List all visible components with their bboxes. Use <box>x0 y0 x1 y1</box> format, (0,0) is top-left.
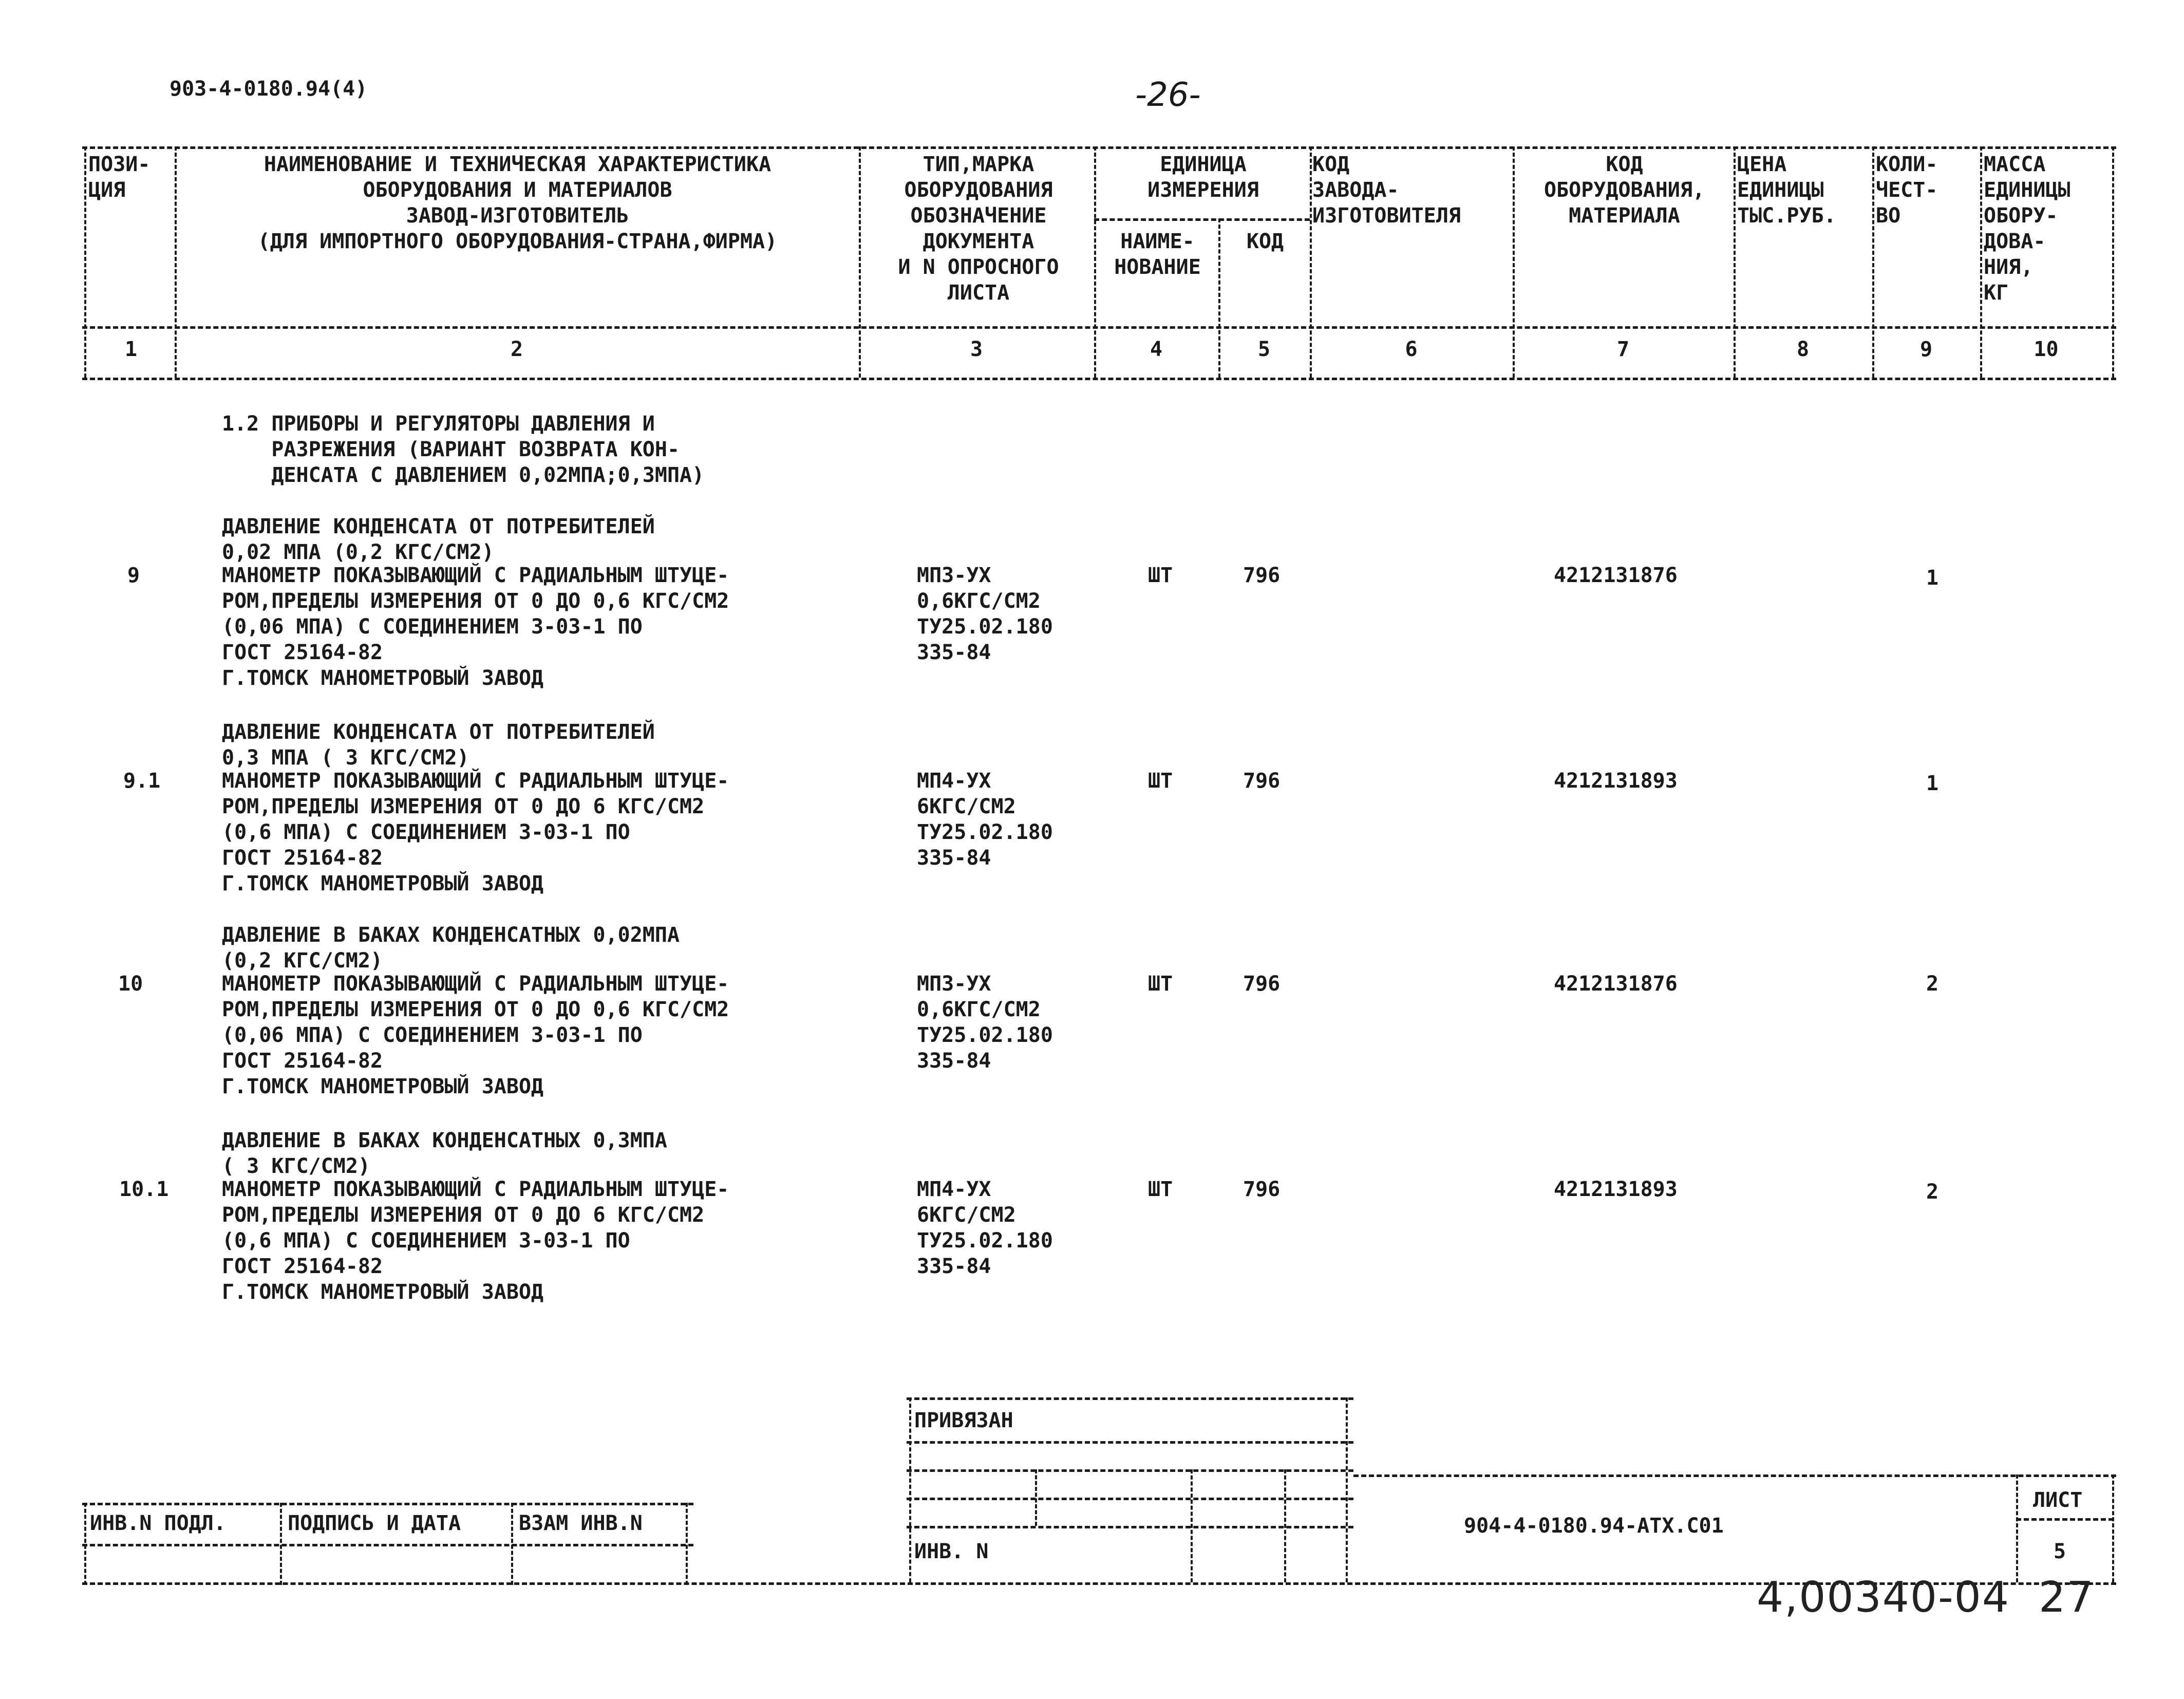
doc-code-top: 903-4-0180.94(4) <box>170 77 368 101</box>
entry-position: 10.1 <box>119 1178 169 1201</box>
stamp-divider <box>1035 1469 1037 1526</box>
privyazan-label: ПРИВЯЗАН <box>914 1409 1013 1432</box>
table-top-border <box>82 146 2116 149</box>
entry-description: МАНОМЕТР ПОКАЗЫВАЮЩИЙ С РАДИАЛЬНЫМ ШТУЦЕ- РОМ,ПРЕДЕЛЫ ИЗМЕРЕНИЯ ОТ 0 ДО 6 КГС/СМ2 (0,6 МПА) С СОЕДИНЕНИЕМ 3-03-1 ПО ГОСТ 25164-82 Г.ТОМСК МАНОМЕТРОВЫЙ ЗАВОД <box>222 769 729 895</box>
stamp-divider <box>1191 1469 1193 1582</box>
stamp-line-3 <box>907 1498 1353 1500</box>
column-number: 7 <box>1616 338 1630 361</box>
sheet-number: 5 <box>2054 1540 2066 1563</box>
entry-position: 10 <box>118 972 143 996</box>
entry-type: МП4-УХ 6КГС/СМ2 ТУ25.02.180 335-84 <box>917 769 1053 870</box>
entry-type: МП3-УХ 0,6КГС/СМ2 ТУ25.02.180 335-84 <box>917 972 1053 1073</box>
entry-unit-code: 796 <box>1243 769 1281 793</box>
handwritten-archive-number: 4,00340-04 27 <box>1757 1573 2095 1622</box>
entry-material-code: 4212131876 <box>1554 972 1678 996</box>
entry-quantity: 2 <box>1926 1180 1939 1204</box>
stamp-inv-n: ИНВ. N <box>914 1540 989 1563</box>
column-number: 2 <box>510 338 523 361</box>
inventory-divider <box>511 1503 513 1585</box>
stamp-line-1 <box>907 1441 1353 1444</box>
column-number: 10 <box>2034 338 2059 361</box>
column-number: 4 <box>1150 338 1163 361</box>
header-col-mass: МАССА ЕДИНИЦЫ ОБОРУ- ДОВА- НИЯ, КГ <box>1984 153 2070 305</box>
header-col-type: ТИП,МАРКА ОБОРУДОВАНИЯ ОБОЗНАЧЕНИЕ ДОКУМЕНТА И N ОПРОСНОГО ЛИСТА <box>898 153 1059 305</box>
inventory-divider <box>84 1503 86 1585</box>
entry-position: 9.1 <box>123 769 161 793</box>
entry-quantity: 1 <box>1926 566 1939 590</box>
column-number: 1 <box>124 338 138 361</box>
entry-caption: ДАВЛЕНИЕ В БАКАХ КОНДЕНСАТНЫХ 0,3МПА ( 3 КГС/СМ2) <box>222 1129 667 1178</box>
header-col-price: ЦЕНА ЕДИНИЦЫ ТЫС.РУБ. <box>1737 153 1836 228</box>
title-block-top <box>1353 1474 2116 1477</box>
col-divider-left <box>84 146 86 378</box>
inv-podl-label: ИНВ.N ПОДЛ. <box>90 1511 226 1535</box>
entry-unit-code: 796 <box>1243 1178 1281 1201</box>
sheet-mid-line <box>2016 1518 2114 1521</box>
entry-position: 9 <box>127 564 140 587</box>
entry-unit: ШТ <box>1148 769 1173 793</box>
stamp-divider <box>909 1397 911 1582</box>
entry-material-code: 4212131893 <box>1554 1178 1678 1201</box>
header-col-position: ПОЗИ- ЦИЯ <box>88 153 150 202</box>
inventory-divider <box>686 1503 688 1585</box>
header-col-unit-code: КОД <box>1246 230 1284 253</box>
column-number: 5 <box>1257 338 1271 361</box>
entry-material-code: 4212131893 <box>1554 769 1678 793</box>
stamp-line-2 <box>907 1469 1353 1472</box>
column-number: 3 <box>970 338 983 361</box>
vzam-label: ВЗАМ ИНВ.N <box>519 1511 643 1535</box>
entry-type: МП4-УХ 6КГС/СМ2 ТУ25.02.180 335-84 <box>917 1178 1053 1278</box>
column-number: 8 <box>1796 338 1810 361</box>
sheet-divider <box>2016 1474 2018 1582</box>
page-number: -26- <box>1135 76 1201 114</box>
header-col-unit-name: НАИМЕ- НОВАНИЕ <box>1114 230 1201 279</box>
entry-description: МАНОМЕТР ПОКАЗЫВАЮЩИЙ С РАДИАЛЬНЫМ ШТУЦЕ- РОМ,ПРЕДЕЛЫ ИЗМЕРЕНИЯ ОТ 0 ДО 0,6 КГС/СМ2 (0,06 МПА) С СОЕДИНЕНИЕМ 3-03-1 ПО ГОСТ 25164-82 Г.ТОМСК МАНОМЕТРОВЫЙ ЗАВОД <box>222 564 729 690</box>
col-divider-right <box>2112 146 2114 378</box>
entry-quantity: 1 <box>1926 772 1939 795</box>
stamp-line-4 <box>907 1526 1353 1528</box>
column-number: 6 <box>1405 338 1418 361</box>
inventory-divider <box>280 1503 282 1585</box>
sheet-divider <box>2112 1474 2114 1582</box>
entry-caption: ДАВЛЕНИЕ КОНДЕНСАТА ОТ ПОТРЕБИТЕЛЕЙ 0,02 МПА (0,2 КГС/СМ2) <box>222 515 655 564</box>
entry-description: МАНОМЕТР ПОКАЗЫВАЮЩИЙ С РАДИАЛЬНЫМ ШТУЦЕ- РОМ,ПРЕДЕЛЫ ИЗМЕРЕНИЯ ОТ 0 ДО 6 КГС/СМ2 (0,6 МПА) С СОЕДИНЕНИЕМ 3-03-1 ПО ГОСТ 25164-82 Г.ТОМСК МАНОМЕТРОВЫЙ ЗАВОД <box>222 1178 729 1304</box>
entry-quantity: 2 <box>1926 972 1939 996</box>
numbers-bottom-border <box>82 378 2116 380</box>
column-number: 9 <box>1919 338 1933 361</box>
entry-unit-code: 796 <box>1243 972 1281 996</box>
stamp-divider <box>1284 1469 1286 1582</box>
stamp-top-border <box>907 1397 1353 1400</box>
inventory-top-border <box>82 1503 693 1505</box>
entry-type: МП3-УХ 0,6КГС/СМ2 ТУ25.02.180 335-84 <box>917 564 1053 664</box>
entry-caption: ДАВЛЕНИЕ КОНДЕНСАТА ОТ ПОТРЕБИТЕЛЕЙ 0,3 МПА ( 3 КГС/СМ2) <box>222 720 655 770</box>
entry-material-code: 4212131876 <box>1554 564 1678 587</box>
unit-subdivider <box>1094 218 1310 221</box>
section-title: 1.2 ПРИБОРЫ И РЕГУЛЯТОРЫ ДАВЛЕНИЯ И РАЗРЕЖЕНИЯ (ВАРИАНТ ВОЗВРАТА КОН- ДЕНСАТА С ДАВЛЕНИЕМ 0,02МПА;0,3МПА) <box>222 412 705 487</box>
entry-unit-code: 796 <box>1243 564 1281 587</box>
header-col-factory-code: КОД ЗАВОДА- ИЗГОТОВИТЕЛЯ <box>1312 153 1461 228</box>
stamp-divider <box>1346 1397 1348 1582</box>
inventory-mid-line <box>82 1544 693 1546</box>
entry-unit: ШТ <box>1148 564 1173 587</box>
header-col-quantity: КОЛИ- ЧЕСТ- ВО <box>1876 153 1938 228</box>
header-col-name: НАИМЕНОВАНИЕ И ТЕХНИЧЕСКАЯ ХАРАКТЕРИСТИКА ОБОРУДОВАНИЯ И МАТЕРИАЛОВ ЗАВОД-ИЗГОТОВИТЕЛЬ (ДЛЯ ИМПОРТНОГО ОБОРУДОВАНИЯ-СТРАНА,ФИРМА) <box>257 153 778 253</box>
podpis-label: ПОДПИСЬ И ДАТА <box>288 1511 461 1535</box>
entry-unit: ШТ <box>1148 1178 1173 1201</box>
sheet-label: ЛИСТ <box>2033 1488 2083 1512</box>
header-col-material-code: КОД ОБОРУДОВАНИЯ, МАТЕРИАЛА <box>1543 153 1705 228</box>
entry-caption: ДАВЛЕНИЕ В БАКАХ КОНДЕНСАТНЫХ 0,02МПА (0,2 КГС/СМ2) <box>222 923 680 973</box>
header-bottom-border <box>82 326 2116 329</box>
header-col-unit: ЕДИНИЦА ИЗМЕРЕНИЯ <box>1147 153 1259 202</box>
entry-unit: ШТ <box>1148 972 1173 996</box>
entry-description: МАНОМЕТР ПОКАЗЫВАЮЩИЙ С РАДИАЛЬНЫМ ШТУЦЕ- РОМ,ПРЕДЕЛЫ ИЗМЕРЕНИЯ ОТ 0 ДО 0,6 КГС/СМ2 (0,06 МПА) С СОЕДИНЕНИЕМ 3-03-1 ПО ГОСТ 25164-82 Г.ТОМСК МАНОМЕТРОВЫЙ ЗАВОД <box>222 972 729 1098</box>
doc-code-footer: 904-4-0180.94-АТХ.С01 <box>1464 1514 1724 1538</box>
